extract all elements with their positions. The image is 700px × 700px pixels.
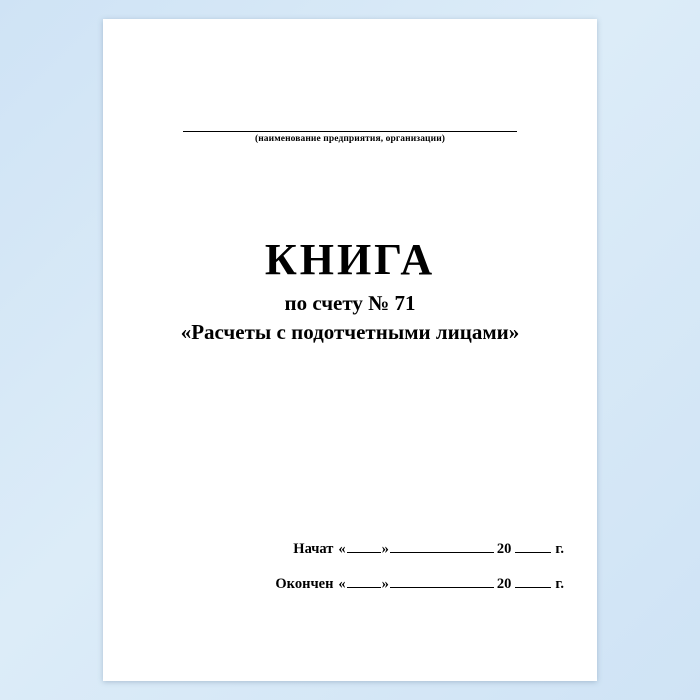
finished-year-input[interactable] [515,574,551,588]
started-month-input[interactable] [390,539,494,553]
finished-date-row [103,574,597,593]
started-day-input[interactable] [347,539,381,553]
page-title: КНИГА [264,235,436,284]
finished-year-prefix: 20 [496,576,512,592]
started-year-suffix: г. [555,541,564,557]
organization-name-caption: (наименование предприятия, организации) [254,134,446,144]
started-year-input[interactable] [515,539,551,553]
finished-quote-close: » [381,576,389,592]
finished-quote-open: « [338,576,346,592]
started-quote-open: « [338,541,346,557]
finished-day-input[interactable] [347,574,381,588]
finished-year-suffix: г. [555,576,564,592]
started-quote-close: » [381,541,389,557]
organization-name-field[interactable] [183,109,517,144]
finished-label: Окончен [275,576,334,592]
started-date-row [103,539,597,558]
page-subtitle-name: «Расчеты с подотчетными лицами» [180,320,520,345]
page-subtitle-account: по счету № 71 [284,291,416,316]
document-page [103,19,597,681]
started-year-prefix: 20 [496,541,512,557]
started-label: Начат [293,541,334,557]
dates-block [103,539,597,609]
document-title-block [103,237,597,345]
finished-month-input[interactable] [390,574,494,588]
organization-name-rule [183,109,517,132]
